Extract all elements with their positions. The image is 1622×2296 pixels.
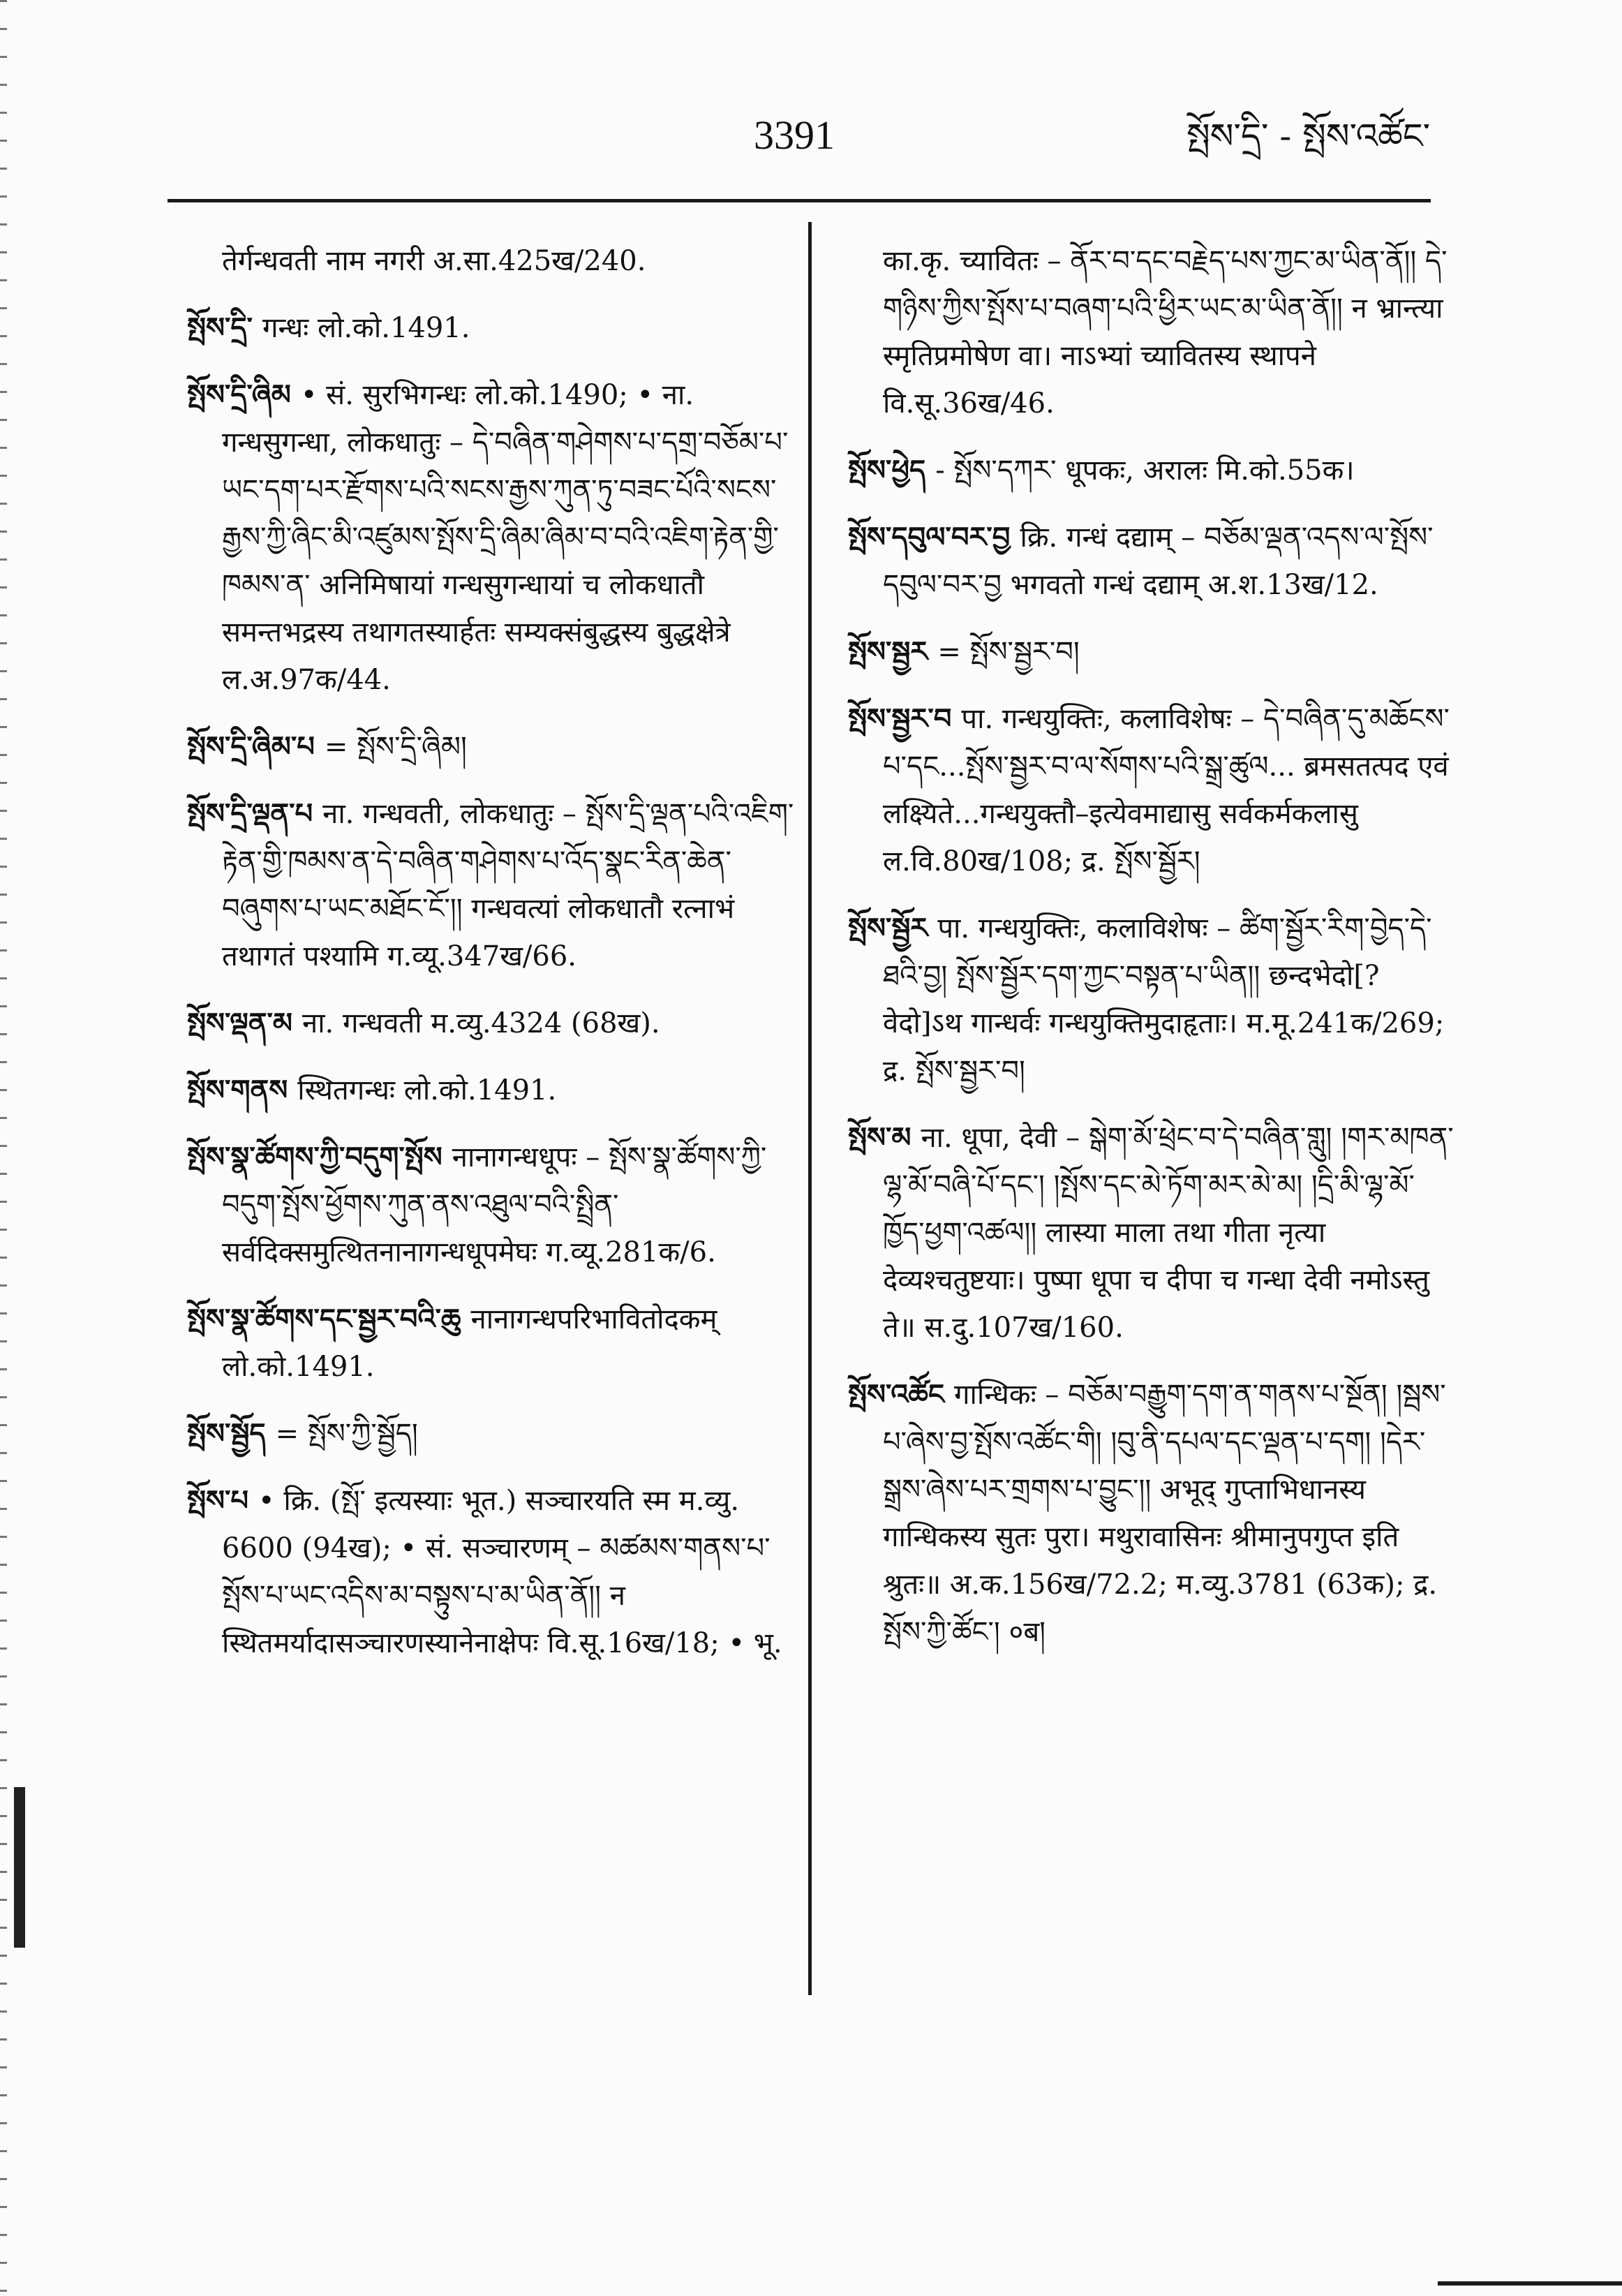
headword: སྤོས་དབུལ་བར་བྱ [848,521,1011,554]
definition: ना. गन्धवती म.व्यु.4324 (68ख). [302,1007,660,1039]
dictionary-entry [187,1067,794,1114]
running-head: སྤོས་དྲི་ - སྤོས་འཚོང་ [1186,116,1431,156]
dictionary-entry [848,628,1455,676]
left-column [187,237,794,1687]
definition: नानागन्धधूपः – སྤོས་སྣ་ཚོགས་ཀྱི་བདུག་སྤོས་ཕྱོགས་ཀུན་ནས་འཐུལ་བའི་སྤྲིན་ सर्वदिक्समुत्थितनानागन्धधूपमेघः ग.व्यू.281क/6. [222,1141,767,1268]
cross-reference: = སྤོས་སྦྱར་བ། [937,636,1080,668]
dictionary-entry [187,1296,794,1391]
headword: སྤོས་པ [187,1484,249,1517]
cross-reference: = སྤོས་ཀྱི་སྦྱོད། [275,1418,418,1450]
definition: • सं. सुरभिगन्धः लो.को.1490; • ना. गन्धसुगन्धा, लोकधातुः – དེ་བཞིན་གཤེགས་པ་དགྲ་བཅོམ་པ་ཡང་དག་པར་རྫོགས་པའི་སངས་རྒྱས་ཀུན་ཏུ་བཟང་པོའི་སངས་རྒྱས་ཀྱི་ཞིང་མི་འཛུམས་སྤོས་དྲི་ཞིམ་ཞིམ་བ་བའི་འཇིག་རྟེན་གྱི་ཁམས་ན་ अनिमिषायां गन्धसुगन्धायां च लोकधातौ समन्तभद्रस्य तथागतस्यार्हतः सम्यक्संबुद्धस्य बुद्धक्षेत्रे ल.अ.97क/44. [222,379,789,696]
dictionary-entry [187,723,794,771]
headword: སྤོས་དྲི་ཞིམ [187,378,291,411]
header-rule [168,199,1431,202]
headword: སྤོས་སྦྱར [848,635,928,668]
dictionary-entry [187,1134,794,1276]
definition: गन्धः लो.को.1491. [262,312,470,344]
headword: སྤོས་ལྡན་མ [187,1007,292,1039]
definition: पा. गन्धयुक्तिः, कलाविशेषः – ཚིག་སྦྱོར་རིག་བྱེད་དེ་ཐའི་བྱ། སྤོས་སྦྱོར་དག་ཀྱང་བསྟན་པ་ཡིན།། छन्दभेदो[?वेदो]ऽथ गान्धर्वः गन्धयुक्तिमुदाहृताः। म.मू.241क/269; द्र. སྤོས་སྦྱར་བ། [883,912,1445,1087]
headword: སྤོས་མ [848,1121,912,1154]
dictionary-entry [187,304,794,352]
headword: སྤོས་སྣ་ཚོགས་དང་སྦྱར་བའི་ཆུ [187,1303,461,1335]
column-divider [808,222,812,1995]
dictionary-entry [848,1114,1455,1351]
definition: - སྤོས་དཀར་ धूपकः, अरालः मि.को.55क। [935,454,1355,487]
headword: སྤོས་སྣ་ཚོགས་ཀྱི་བདུག་སྤོས [187,1141,442,1173]
headword: སྤོས་ཕྱེད [848,454,926,487]
definition: क्रि. गन्धं दद्याम् – བཅོམ་ལྡན་འདས་ལ་སྤོས་དབུལ་བར་བྱ भगवतो गन्धं दद्याम् अ.श.13ख/12. [883,521,1434,601]
headword: སྤོས་སྦྱར་བ [848,702,952,735]
definition: पा. गन्धयुक्तिः, कलाविशेषः – དེ་བཞིན་དུ་མཆོངས་པ་དང...སྤོས་སྦྱར་བ་ལ་སོགས་པའི་སྒྲ་ཚུལ... ब्रमसतत्पद एवं लक्ष्यिते...गन्धयुक्तौ–इत्येवमाद्यासु सर्वकर्मकलासु ल.वि.80ख/108; द्र. སྤོས་སྦྱོར། [883,703,1450,877]
dictionary-entry [187,1477,794,1667]
dictionary-entry [187,371,794,704]
headword: སྤོས་དྲི་ཞིམ་པ [187,730,315,763]
cross-reference: = སྤོས་དྲི་ཞིམ། [324,731,467,763]
dictionary-entry [848,514,1455,609]
definition: • क्रि. (སྤོ་ इत्यस्याः भूत.) सञ्चारयति स्म म.व्यु. 6600 (94ख); • सं. सञ्चारणम् – མཚམས་གནས་པ་སྤོས་པ་ཡང་འདིས་མ་བསྟུས་པ་མ་ཡིན་ནོ།། न स्थितमर्यादासञ्चारणस्यानेनाक्षेपः वि.सू.16ख/18; • भू. [222,1485,782,1659]
footer-rule [1438,2281,1622,2286]
entry-continuation: का.कृ. च्यावितः – ནོར་བ་དང་བརྗེད་པས་ཀྱང་མ་ཡིན་ནོ།། དེ་གཉིས་ཀྱིས་སྤོས་པ་བཞག་པའི་ཕྱིར་ཡང་མ་ཡིན་ནོ།། न भ्रान्त्या स्मृतिप्रमोषेण वा। नाऽभ्यां च्यावितस्य स्थापने वि.सू.36ख/46. [883,245,1448,420]
definition: ना. गन्धवती, लोकधातुः – སྤོས་དྲི་ལྡན་པའི་འཇིག་རྟེན་གྱི་ཁམས་ན་དེ་བཞིན་གཤེགས་པ་འོད་སྣང་རིན་ཆེན་བཞུགས་པ་ཡང་མཐོང་ངོ་།། गन्धवत्यां लोकधातौ रत्नाभं तथागतं पश्यामि ग.व्यू.347ख/66. [222,798,794,972]
right-column [848,237,1455,1675]
headword: སྤོས་སྦྱོར [848,912,928,945]
headword: སྤོས་དྲི་ལྡན་པ [187,797,313,830]
scan-edge-mark [14,1787,25,1948]
dictionary-entry [187,1410,794,1458]
headword: སྤོས་གནས [187,1074,288,1106]
dictionary-entry [848,447,1455,494]
headword: སྤོས་སྦྱོད [187,1417,266,1450]
scan-edge [0,0,7,2296]
dictionary-entry [187,790,794,980]
headword: སྤོས་འཚོང [848,1378,944,1411]
dictionary-entry [187,1000,794,1047]
entry-continuation: तेर्गन्धवती नाम नगरी अ.सा.425ख/240. [222,245,646,277]
definition: गान्धिकः – བཅོམ་བརྒྱུག་དག་ན་གནས་པ་སྔོན། །སྦས་པ་ཞེས་བྱ་སྤོས་འཚོང་གི། །བུ་ནི་དཔལ་དང་ལྡན་པ་དག། །དེར་སྒྲས་ཞེས་པར་གྲགས་པ་བྱུང་།། अभूद् गुप्ताभिधानस्य गान्धिकस्य सुतः पुरा। मथुरावासिनः श्रीमानुपगुप्त इति श्रुतः॥ अ.क.156ख/72.2; म.व्यु.3781 (63क); द्र. སྤོས་ཀྱི་ཚོང་། ०ब། [883,1379,1446,1648]
dictionary-entry [848,1371,1455,1656]
page-number: 3391 [754,112,835,158]
dictionary-entry [848,905,1455,1095]
definition: स्थितगन्धः लो.को.1491. [297,1074,557,1106]
dictionary-entry [848,695,1455,885]
definition: ना. धूपा, देवी – སྒེག་མོ་ཕྲེང་བ་དེ་བཞིན་གླུ། །གར་མཁན་ལྷ་མོ་བཞི་པོ་དང་། །སྤོས་དང་མེ་ཏོག་མར་མེ་མ། །དྲི་མི་ལྷ་མོ་ཁྱོད་ཕྱག་འཚལ།། लास्या माला तथा गीता नृत्या देव्यश्चतुष्टयाः। पुष्पा धूपा च दीपा च गन्धा देवी नमोऽस्तु ते॥ स.दु.107ख/160. [883,1122,1454,1344]
headword: སྤོས་དྲི་ [187,311,253,344]
definition: नानागन्धपरिभावितोदकम् लो.को.1491. [222,1303,717,1383]
